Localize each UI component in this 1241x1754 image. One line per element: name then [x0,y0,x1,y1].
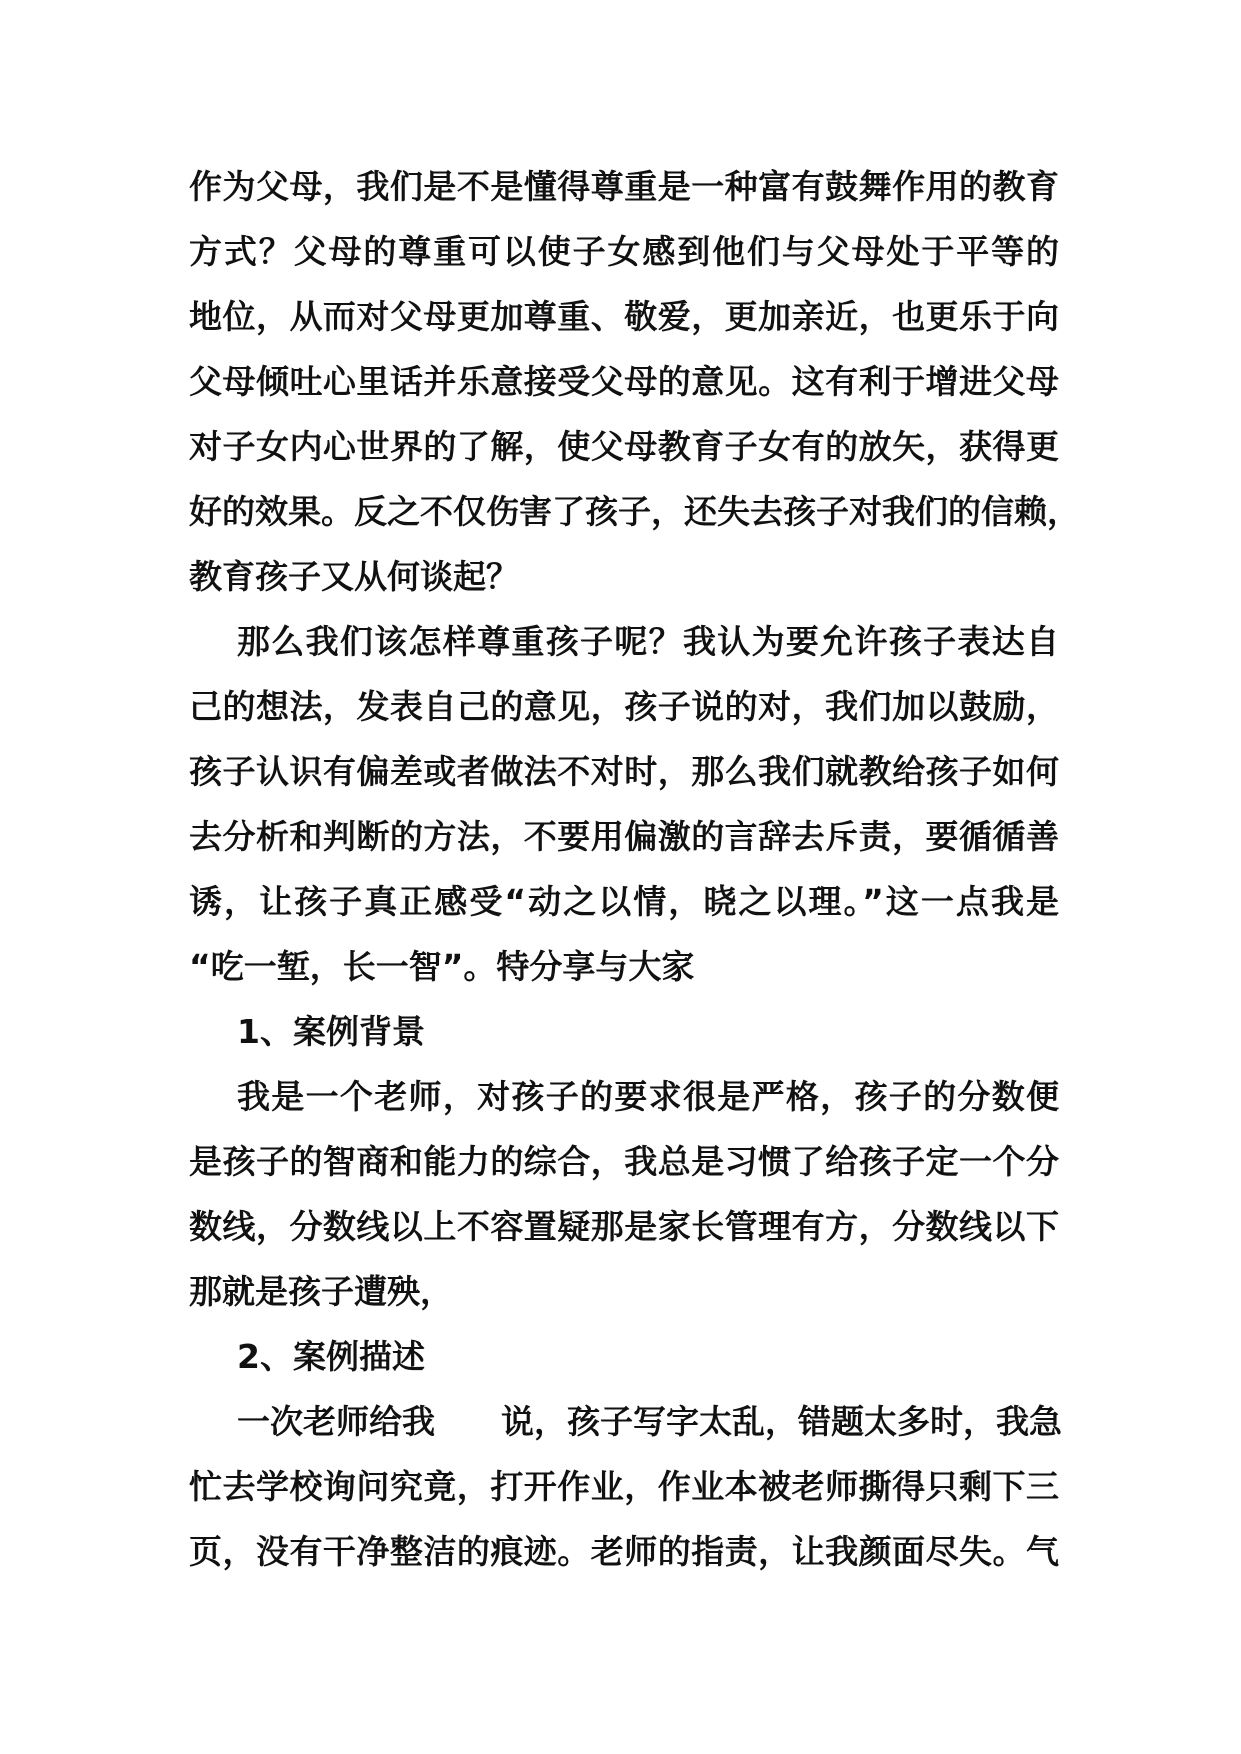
paragraph-line: 忙去学校询问究竟，打开作业，作业本被老师撕得只剩下三 [189,1467,1059,1506]
paragraph-line: 一次老师给我 说，孩子写字太乱，错题太多时，我急 [237,1402,1062,1441]
paragraph-line: 教育孩子又从何谈起？ [189,557,519,596]
paragraph-line: 去分析和判断的方法，不要用偏激的言辞去斥责，要循循善 [189,817,1059,856]
paragraph-line: 页，没有干净整洁的痕迹。老师的指责，让我颜面尽失。气 [189,1532,1059,1571]
paragraph-line: 我是一个老师，对孩子的要求很是严格，孩子的分数便 [237,1077,1059,1116]
paragraph-line: 己的想法，发表自己的意见，孩子说的对，我们加以鼓励， [189,687,1059,726]
paragraph-line: 那就是孩子遭殃， [189,1272,453,1311]
paragraph-line: 方式？父母的尊重可以使子女感到他们与父母处于平等的 [189,232,1059,271]
paragraph-line: 诱，让孩子真正感受“动之以情，晓之以理。”这一点我是 [189,882,1059,921]
paragraph-line: 作为父母，我们是不是懂得尊重是一种富有鼓舞作用的教育 [189,167,1059,206]
paragraph-line: 对子女内心世界的了解，使父母教育子女有的放矢，获得更 [189,427,1059,466]
paragraph-line: 那么我们该怎样尊重孩子呢？我认为要允许孩子表达自 [237,622,1059,661]
paragraph-line: “吃一堑，长一智”。特分享与大家 [189,947,695,986]
section-heading: 2、案例描述 [237,1337,425,1376]
paragraph-line: 数线，分数线以上不容置疑那是家长管理有方，分数线以下 [189,1207,1059,1246]
paragraph-line: 父母倾吐心里话并乐意接受父母的意见。这有利于增进父母 [189,362,1059,401]
paragraph-line: 地位，从而对父母更加尊重、敬爱，更加亲近，也更乐于向 [189,297,1059,336]
paragraph-line: 是孩子的智商和能力的综合，我总是习惯了给孩子定一个分 [189,1142,1059,1181]
paragraph-line: 好的效果。反之不仅伤害了孩子，还失去孩子对我们的信赖， [189,492,1080,531]
section-heading: 1、案例背景 [237,1012,425,1051]
paragraph-line: 孩子认识有偏差或者做法不对时，那么我们就教给孩子如何 [189,752,1059,791]
